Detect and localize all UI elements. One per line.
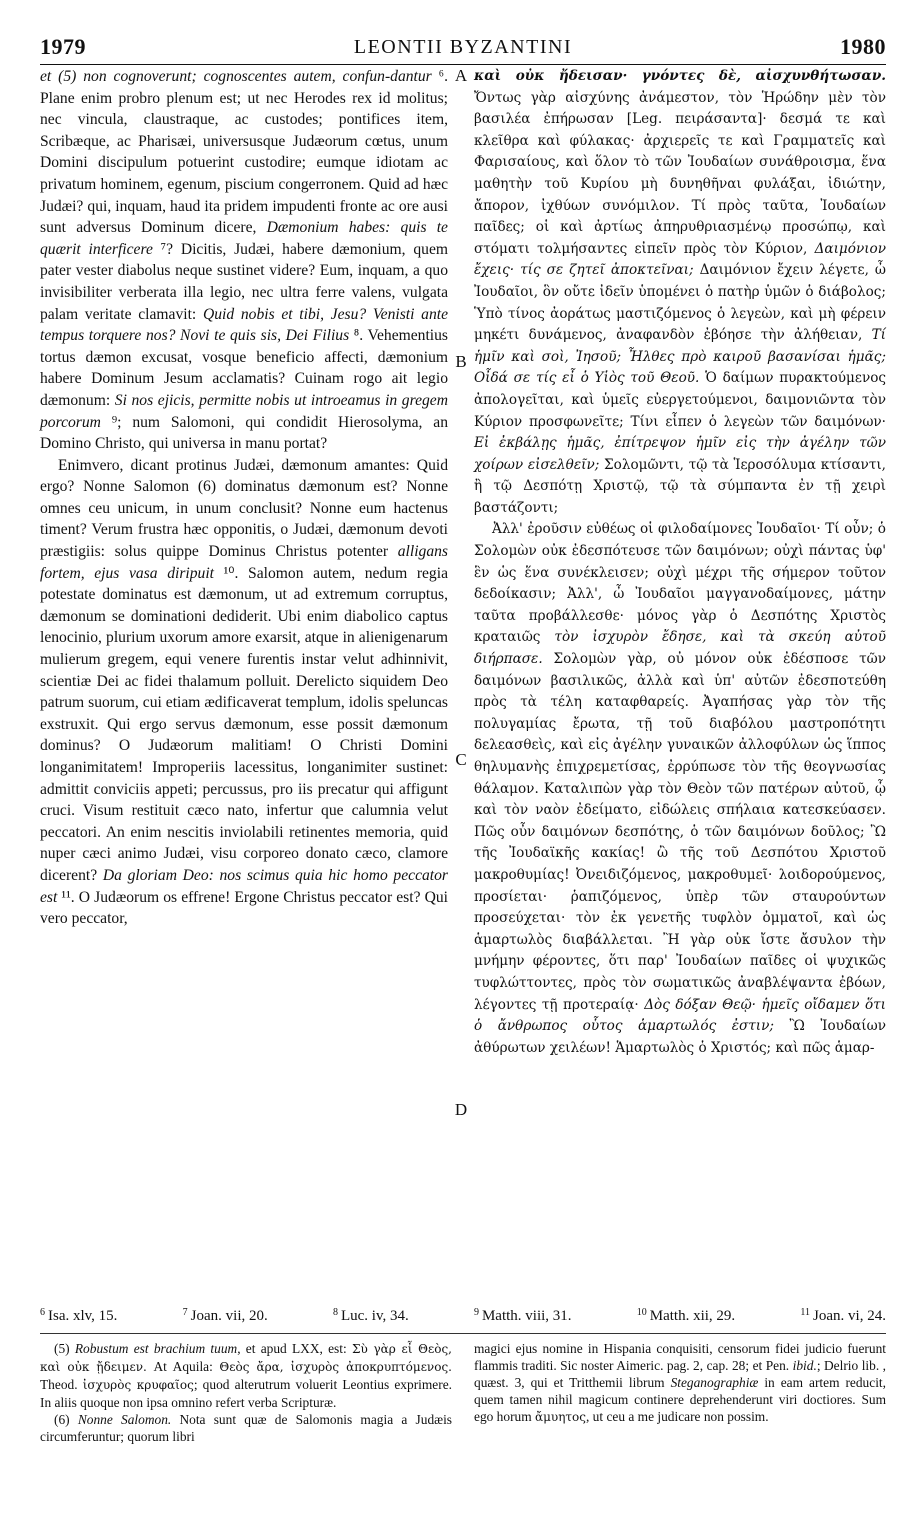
text-run: , ut ceu a me judicare non possim. xyxy=(585,1409,769,1424)
scripture-references xyxy=(40,1301,886,1325)
text-run: (5) xyxy=(54,1341,75,1356)
text-run: et (5) non cognoverunt; cognoscentes autem, confun-dantur xyxy=(40,68,432,85)
text-run: Robustum est brachium tuum xyxy=(74,1341,238,1356)
greek-column xyxy=(474,66,886,1059)
text-run: Ὢ Ἰουδαίων ἀθύρωτων χειλέων! Ἁμαρτωλὸς ὁ Χριστός; καὶ πῶς ἁμαρ- xyxy=(474,1018,886,1056)
text-run: Σολομῶντι, τῷ τὰ Ἱεροσόλυμα κτίσαντι, ἢ τῷ Δεσπότῃ Χριστῷ, τῷ τὰ σύμπαντα ἐν τῇ χειρὶ βαστάζοντι; xyxy=(474,456,886,516)
text-run: ⁶. Plane enim probro plenum est; ut nec Herodes rex id molitus; nec vincula, claustraque, ac custodes; pontifices item, Scribæque, ac Pharisæi, universusque Judæorum cœtus, unum Domini discipulum potuerint custodire; eumque idiotam ac privatum hominem, egenum, piscium congerronem. Quid ad hæc Judæi? qui, inquam, haud ita pridem impudenti fronte ac ore ausi sunt adversus Dominum dicere, xyxy=(40,68,449,237)
section-marker-a: A xyxy=(454,66,468,85)
footnote-6-continued xyxy=(474,1340,886,1426)
footnote-5 xyxy=(40,1340,452,1411)
text-run: Δαιμόνιον ἔχεις· τίς σε ζητεῖ ἀποκτεῖναι; xyxy=(474,240,886,279)
text-run: Theod. xyxy=(40,1377,83,1392)
text-run: ἰσχυρὸς κρυφαῖος xyxy=(82,1378,194,1392)
footnotes-left xyxy=(40,1340,452,1445)
text-run: (6) xyxy=(54,1412,78,1427)
text-run: Nonne Salomon. xyxy=(77,1412,172,1427)
text-run: ; quod alterutrum voluerit Leontius exprimere. In aliis quoque non ipsa omnino refert verba Scripturæ. xyxy=(40,1377,452,1410)
text-run: ¹¹. O Judæorum os effrene! Ergone Christus peccator est? Qui vero peccator, xyxy=(40,888,448,928)
latin-column xyxy=(40,66,448,930)
text-run: in eam artem reducit, quem tamen nihil magicum continere deprehenderunt viri doctiores. Sum ego horum xyxy=(474,1375,886,1424)
reference-item: $^9$ Matth. viii, 31. xyxy=(473,1307,572,1324)
text-run: Ἀλλ' ἐροῦσιν εὐθέως οἱ φιλοδαίμονες Ἰουδαῖοι· Τί οὖν; ὁ Σολομὼν οὐκ ἐδεσπότευσε τῶν δαιμόνων; οὐχὶ πάντας ὑφ' ἓν ὡς ἕνα συνέκλεισεν; οὐχὶ μέχρι τῆς σήμερον τοῦτον δεδοίκασιν; Ἀλλ', ὦ Ἰουδαῖοι μαγγανοδαίμονες, μάτην ταῦτα προβάλλεσθε· μόνος γὰρ ὁ Δεσπότης Χριστὸς κραταιῶς xyxy=(474,521,886,646)
text-run: Σολομὼν γὰρ, οὐ μόνον οὐκ ἐδέσποσε τῶν δαιμόνων βασιλικῶς, ἀλλὰ καὶ ὑπ' αὐτῶν ἐδεσποτεύθη πρὸς τὰ τέλη καταφθαρείς. Ἀγαπήσας γὰρ τὸν τῆς πολυγαμίας ἔρωτα, τῇ τοῦ διαβόλου μαστροπότητι δελεασθεὶς, καὶ εἰς ἀγέλην γυναικῶν ἀλλοφύλων ὡς ἵππος θηλυμανὴς ἐπιχρεμετίσας, ἐρρύπωσε τὸν τῆς θεογνωσίας θάλαμον. Καταλιπὼν γὰρ τὸν Θεὸν τῶν πατέρων αὐτοῦ, ᾧ καὶ τὸν ναὸν ἐδείματο, εἰδώλεις σπήλαια κατεσκεύασεν. Πῶς οὖν δαιμόνων δεσπότης, ὁ τῶν δαιμόνων δοῦλος; Ὢ τῆς Ἰουδαϊκῆς κακίας! ὢ τῆς τοῦ Δεσπότου Χριστοῦ μακροθυμίας! Ὀνειδιζόμενος, μακροθυμεῖ· λοιδορούμενος, προσίεται· ῥαπιζόμενος, ὑπὲρ τῶν σταυρούντων προσεύχεται· τὸν ἐκ γενετῆς τυφλὸν ὀμματοῖ, καὶ ὡς ἁμαρτωλὸς διαβάλλεται. Ἢ γὰρ οὐκ ἴστε ἄσυλον τὴν μνήμην φέροντες, ὅτι παρ' Ἰουδαίων παῖδες οἱ ψυχικῶς τυφλώττοντες, πρὸς τὸν σωματικῶς ἀναβλέψαντα ἐβόων, λέγοντες τῇ προτεραίᾳ· xyxy=(474,651,886,1013)
text-run: ⁷? Dicitis, Judæi, habere dæmonium, quem pater vester diabolus neque sustinet videre? Eum, inquam, a quo invisibiliter verberata illa legio, nec ultra ferre valens, vulgata palam veritate clamavit: xyxy=(40,240,449,323)
section-marker-b: B xyxy=(455,352,467,371)
reference-item: $^6$ Isa. xlv, 15. xyxy=(40,1307,118,1324)
reference-item: $^8$ Luc. iv, 34. xyxy=(332,1307,409,1324)
reference-item: $^{10}$ Matth. xii, 29. xyxy=(636,1307,736,1324)
text-run: καὶ οὐκ ἤδεισαν· γνόντες δὲ, αἰσχυνθήτωσαν. xyxy=(474,68,886,84)
text-run: Δαιμόνιον ἔχειν λέγετε, ὦ Ἰουδαῖοι, ὃν οὔτε ἰδεῖν ὑπομένει ὁ πατὴρ ὑμῶν ὁ διάβολος; Ὑπὸ τίνος ἀοράτως μαστιζόμενος ὁ λεγεὼν, καὶ μὴ φέρειν μηκέτι δυνάμενος, ἀναφανδὸν ἐβόησε τὴν ἀλήθειαν, xyxy=(474,262,887,344)
reference-item: $^{11}$ Joan. vi, 24. xyxy=(800,1307,886,1324)
latin-paragraph-1 xyxy=(40,66,448,455)
page-number-left: 1979 xyxy=(40,34,86,59)
text-run: ⁸. Vehementius tortus dæmon excusat, vosque beneficio affecti, dæmonium habere Dominum Jesum acclamatis? Cuinam rogo ait legio dæmonum: xyxy=(40,327,448,409)
text-run: Steganographiæ xyxy=(670,1375,759,1390)
text-run: alligans fortem, ejus vasa diripuit xyxy=(40,543,448,582)
text-run: Σὺ γὰρ εἶ Θεὸς, καὶ οὐκ ᾔδειμεν. xyxy=(40,1342,452,1374)
footnote-6 xyxy=(40,1411,452,1445)
text-run: Ὄντως γὰρ αἰσχύνης ἀνάμεστον, τὸν Ἡρώδην μὲν τὸν βασιλέα ἐπήρωσαν [Leg. πειράσαντα]· δεσμά τε καὶ κλεῖθρα καὶ φύλακας· ἀρχιερεῖς τε καὶ Γραμματεῖς καὶ Φαρισαίους, καὶ ὅλον τὸ τῶν Ἰουδαίων συνάθροισμα, ἕνα μαθητὴν τοῦ Κυρίου μὴ δυνηθῆναι φυλάξαι, ἰδιώτην, ἄπορον, ἰχθύων συνόμιλον. Τί πρὸς ταῦτα, Ἰουδαίων παῖδες; οἱ καὶ ἀρτίως ἀπηρυθριασμένῳ προσώπῳ, καὶ στόματι τολμήσαντες εἰπεῖν πρὸς τὸν Κύριον, xyxy=(474,89,886,257)
text-run: At Aquila: xyxy=(146,1359,220,1374)
greek-paragraph-2 xyxy=(474,519,886,1059)
reference-item: $^7$ Joan. vii, 20. xyxy=(182,1307,268,1324)
text-run: ⁹; num Salomoni, qui condidit Hierosolyma, an Domino Christo, qui universa in manu portat? xyxy=(40,413,448,453)
text-run: Quid nobis et tibi, Jesu? Venisti ante tempus torquere nos? Novi te quis sis, Dei Filius xyxy=(40,305,448,345)
running-title: LEONTII BYZANTINI xyxy=(353,36,573,58)
text-run: ¹⁰. Salomon autem, nedum regia potestate dominatus est dæmonum, ut ad extremum corruptus, dæmonum se dominationi dediderit. Ubi enim diabolico captus lenocinio, plurium uxorum amore exarsit, atque in alienigenarum mulierum gregem, equi venere furentis instar velut adhinnivit, scientiæ Dei ac fidei thalamum polluit. Derelicto siquidem Deo patrum suorum, cui etiam ædificaverat templum, idolis speluncas exstruxit. Qui ergo servus dæmonum, esse possit dæmonum dominus? O Judæorum malitiam! O Christi Domini longanimitatem! Improperiis lacessitus, longanimiter sustinet: admittit conviciis appeti; percussus, pro iis precatur qui affigunt cruci. Visum restituit cæco nato, infertur que calumnia velut peccatori. An enim nescitis inviolabili retinentes memoria, quid nuper cæci animo Judæi, visu corporeo donato cæco, clamore dicerent? xyxy=(40,564,448,884)
page-header xyxy=(40,34,886,65)
text-run: Δὸς δόξαν Θεῷ· ἡμεῖς οἴδαμεν ὅτι ὁ ἄνθρωπος οὗτος ἁμαρτωλός ἐστιν; xyxy=(474,996,886,1035)
greek-paragraph-1 xyxy=(474,66,886,519)
text-run: ἄμυητος xyxy=(535,1410,586,1424)
text-run: Nota sunt quæ de Salomonis magia a Judæis circumferuntur; quorum libri xyxy=(40,1412,453,1444)
text-run: ; Delrio lib. , quæst. 3, qui et Tritthemii librum xyxy=(474,1358,886,1390)
page-number-right: 1980 xyxy=(840,34,886,59)
text-run: Ὁ δαίμων πυρακτούμενος ἀπολογεῖται, καὶ ὑμεῖς εὐεργετούμενοι, δαιμονιῶντα τὸν Κύριον προσφωνεῖτε; Τίνι εἶπεν ὁ λεγεὼν τῶν δαιμόνων· xyxy=(474,370,886,430)
footnote-divider xyxy=(40,1333,886,1334)
latin-paragraph-2 xyxy=(40,455,448,930)
text-run: Enimvero, dicant protinus Judæi, dæmonum amantes: Quid ergo? Nonne Salomon (6) dominatus dæmonum est? Nonne omnes ceu unicum, in unum conclusit? Nonne eum hactenus timent? Verum frustra hæc opponitis, o Judæi, dæmonum devoti præstigiis: solus quippe Dominus Christus potenter xyxy=(40,456,448,561)
text-run: Τί ἡμῖν καὶ σοὶ, Ἰησοῦ; Ἦλθες πρὸ καιροῦ βασανίσαι ἡμᾶς; Οἶδά σε τίς εἶ ὁ Υἱὸς τοῦ Θεοῦ. xyxy=(474,327,886,387)
text-run: Da gloriam Deo: nos scimus quia hic homo peccator est xyxy=(40,866,448,906)
text-run: magici ejus nomine in Hispania conquisiti, censorum fidei judicio fuerunt flammis traditi. Sic noster Aimeric. pag. 2, cap. 28; et Pen. xyxy=(474,1341,886,1373)
text-run: Si nos ejicis, permitte nobis ut introeamus in gregem porcorum xyxy=(40,391,448,431)
footnotes-right xyxy=(474,1340,886,1426)
section-marker-d: D xyxy=(454,1100,468,1119)
section-marker-c: C xyxy=(455,750,467,769)
text-run: Dæmonium habes: quis te quærit interficere xyxy=(40,219,448,258)
text-run: ibid. xyxy=(792,1358,817,1373)
text-run: , et apud LXX, est: xyxy=(237,1341,352,1356)
text-run: τὸν ἰσχυρὸν ἔδησε, καὶ τὰ σκεύη αὐτοῦ διήρπασε. xyxy=(474,629,886,668)
text-run: Θεὸς ἄρα, ἰσχυρὸς ἀποκρυπτόμενος. xyxy=(219,1360,452,1374)
text-run: Εἰ ἐκβάλῃς ἡμᾶς, ἐπίτρεψον ἡμῖν εἰς τὴν ἀγέλην τῶν χοίρων εἰσελθεῖν; xyxy=(474,435,886,473)
